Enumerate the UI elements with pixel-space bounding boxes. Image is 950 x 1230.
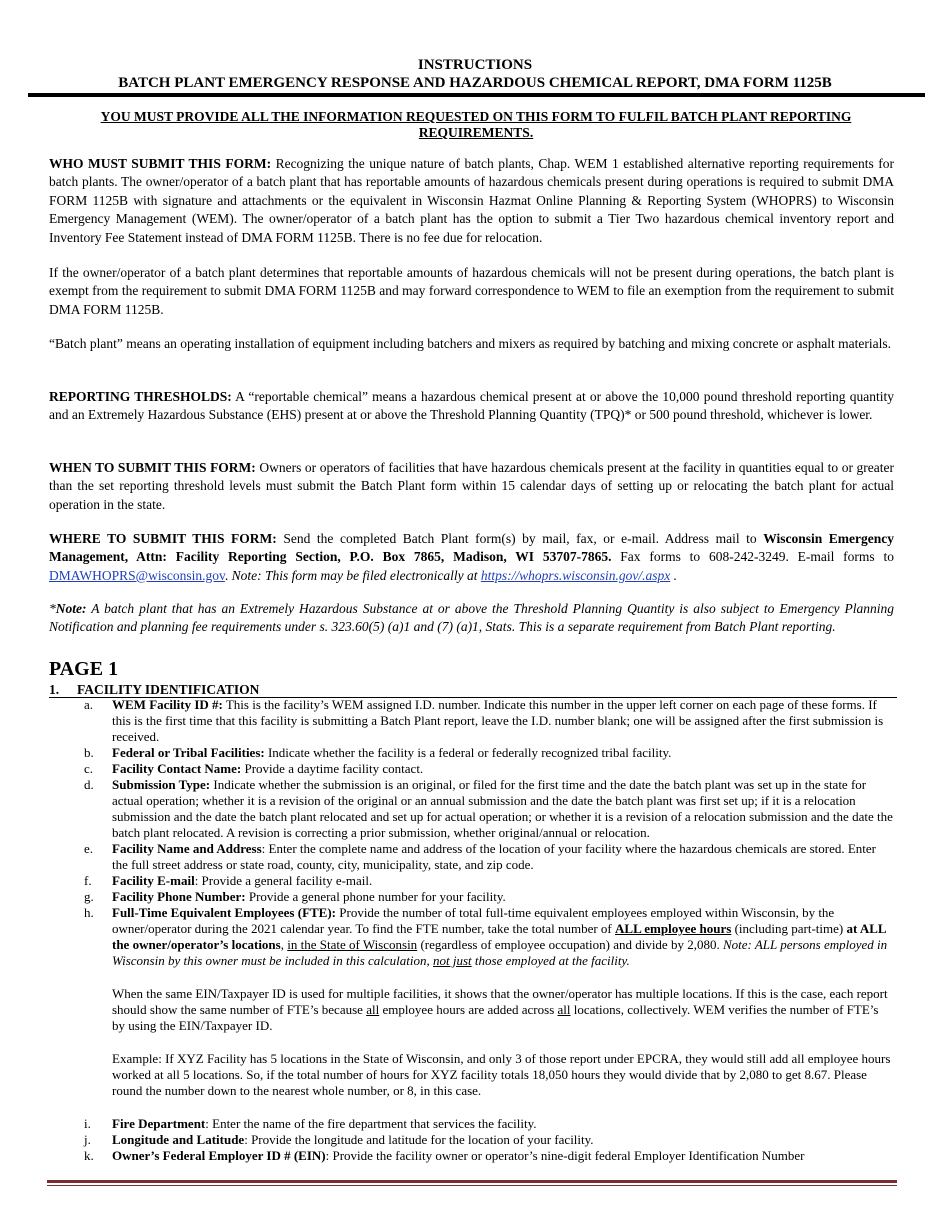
email-link[interactable]: DMAWHOPRS@wisconsin.gov [49, 567, 225, 583]
list-item: k. Owner’s Federal Employer ID # (EIN): Provide the facility owner or operator’s nine-digit federal Employer Identification Number [84, 1148, 805, 1163]
footnote-text: A batch plant that has an Extremely Hazardous Substance at or above the Threshold Planning Quantity is also subject to Emergency Planning Notification and planning fee requirements under s. 323.60(5) (a)1 and (7) (a)1, Stats. This is a separate requirement from Batch Plant reporting. [49, 601, 894, 635]
who-must-submit-text: Recognizing the unique nature of batch plants, Chap. WEM 1 established alternative reporting requirements for batch plants. The owner/operator of a batch plant that has reportable amounts of hazardous chemicals present during operations is required to submit DMA FORM 1125B with signature and attachments or the equivalent in Wisconsin Hazmat Online Planning & Reporting System (WHOPRS) to Wisconsin Emergency Management (WEM). The owner/operator of a batch plant has the option to submit a Tier Two hazardous chemical inventory report and Inventory Fee Statement instead of DMA FORM 1125B. There is no fee due for relocation. [49, 156, 894, 245]
list-item: i. Fire Department: Enter the name of the fire department that services the facility. [84, 1116, 537, 1131]
item-label: Facility Phone Number: [112, 889, 246, 904]
list-item: a. WEM Facility ID #: This is the facility’s WEM assigned I.D. number. Indicate this number in the upper left corner on each page of these forms. If this is the first time that this facility is submitting a Batch Plant report, leave the I.D. number blank; one will be assigned after the first submission is received. [84, 697, 884, 744]
requirement-notice: YOU MUST PROVIDE ALL THE INFORMATION REQUESTED ON THIS FORM TO FULFIL BATCH PLANT REPORTING REQUIREMENTS. [100, 109, 852, 140]
footnote-note-label: Note: [55, 601, 87, 616]
form-title: BATCH PLANT EMERGENCY RESPONSE AND HAZARDOUS CHEMICAL REPORT, DMA FORM 1125B [118, 75, 832, 91]
list-item: h. Full-Time Equivalent Employees (FTE): Provide the number of total full-time equivalent employees employed within Wisconsin, by the owner/operator during the 2021 calendar year. To find the FTE number, take the total number of ALL employee hours (including part-time) at ALL the owner/operator’s locations, in the State of Wisconsin (regardless of employee occupation) and divide by 2,080. Note: ALL persons employed in Wisconsin by this owner must be included in this calculation, not just those employed at the facility. When the same EIN/Taxpayer ID is used for multiple facilities, it shows that the owner/operator has multiple locations. If this is the case, each report should show the same number of FTE’s because all employee hours are added across all locations, collectively. WEM verifies the number of FTE’s by using the EIN/Taxpayer ID. Example: If XYZ Facility has 5 locations in the State of Wisconsin, and only 3 of those report under EPCRA, they would still add all employee hours worked at all 5 locations. So, if the total number of hours for XYZ facility totals 18,050 hours they would divide that by 2,080 to get 8.67. Please round the number down to the nearest whole number, or 8, in this case. [84, 905, 894, 1099]
where-to-submit-label: WHERE TO SUBMIT THIS FORM: [49, 531, 277, 546]
when-to-submit-text: Owners or operators of facilities that have hazardous chemicals present at the facility in quantities equal to or greater than the set reporting threshold levels must submit the Batch Plant form within 15 calendar days of setting up or relocating the batch plant for actual operation in the state. [49, 460, 894, 512]
reporting-thresholds-paragraph [49, 388, 894, 425]
reporting-thresholds-text: A “reportable chemical” means a hazardous chemical present at or above the 10,000 pound threshold reporting quantity and an Extremely Hazardous Substance (EHS) present at or above the Threshold Planning Quantity (TPQ)* or 500 pound threshold, whichever is lower. [49, 389, 894, 423]
list-item: g. Facility Phone Number: Provide a general phone number for your facility. [84, 889, 506, 904]
tpq-footnote: *Note: A batch plant that has an Extremely Hazardous Substance at or above the Threshold Planning Quantity is also subject to Emergency Planning Notification and planning fee requirements under s. 323.60(5) (a)1 and (7) (a)1, Stats. This is a separate requirement from Batch Plant reporting. [49, 601, 894, 635]
list-item: d. Submission Type: Indicate whether the submission is an original, or filed for the first time and the date the batch plant was set up in the state for actual operation; whether it is a revision of the original or an annual submission and the date the batch plant was first set up; if it is a relocation submission and the date the batch plant relocated and set up for actual operation; or whether it is a revision of a relocation submission and the date the batch plant relocated. A revision is correcting a prior submission, whether original/annual or relocation. [84, 777, 893, 840]
where-to-submit-paragraph: WHERE TO SUBMIT THIS FORM: Send the completed Batch Plant form(s) by mail, fax, or e-mail. Address mail to Wisconsin Emergency Management, Attn: Facility Reporting Section, P.O. Box 7865, Madison, WI 53707-7865. Fax forms to 608-242-3249. E-mail forms to DMAWHOPRS@wisconsin.gov. Note: This form may be filed electronically at https://whoprs.wisconsin.gov/.aspx . [49, 531, 895, 583]
footer-divider-thin [47, 1185, 897, 1186]
item-label: Fire Department [112, 1116, 206, 1131]
item-label: Facility Name and Address [112, 841, 262, 856]
list-item: c. Facility Contact Name: Provide a daytime facility contact. [84, 761, 424, 776]
batch-plant-definition: “Batch plant” means an operating installation of equipment including batchers and mixers as required by batching and mixing concrete or asphalt materials. [49, 336, 891, 351]
footer-divider [47, 1180, 897, 1183]
item-label: Full-Time Equivalent Employees (FTE): [112, 905, 337, 920]
section-number: 1. [49, 682, 60, 697]
who-must-submit-label: WHO MUST SUBMIT THIS FORM: [49, 156, 272, 171]
fte-example-paragraph: Example: If XYZ Facility has 5 locations in the State of Wisconsin, and only 3 of those report under EPCRA, they would still add all employee hours worked at all 5 locations. So, if the total number of hours for XYZ facility totals 18,050 hours they would divide that by 2,080 to get 8.67. Please round the number down to the nearest whole number, or 8, in this case. [112, 1051, 891, 1098]
page-title: INSTRUCTIONS [417, 57, 533, 73]
item-label: Longitude and Latitude [112, 1132, 245, 1147]
fax-text: Fax forms to 608-242-3249. E-mail forms to [611, 549, 894, 565]
mailing-address: Wisconsin Emergency Management, Attn: Facility Reporting Section, P.O. Box 7865, Madison, WI 53707-7865. [49, 531, 895, 565]
item-label: Federal or Tribal Facilities: [112, 745, 265, 760]
whoprs-link[interactable]: https://whoprs.wisconsin.gov/.aspx [480, 567, 671, 583]
section-facility-identification [49, 682, 259, 698]
header-divider [28, 93, 925, 97]
who-must-submit-paragraph [49, 155, 894, 247]
when-to-submit-label: WHEN TO SUBMIT THIS FORM: [49, 460, 256, 475]
when-to-submit-paragraph [49, 459, 894, 514]
item-label: Submission Type: [112, 777, 211, 792]
item-label: WEM Facility ID #: [112, 697, 223, 712]
item-label: Facility Contact Name: [112, 761, 242, 776]
page-1-heading: PAGE 1 [49, 658, 119, 680]
reporting-thresholds-label: REPORTING THRESHOLDS: [49, 389, 232, 404]
list-item: e. Facility Name and Address: Enter the complete name and address of the location of your facility where the hazardous chemicals are stored. Enter the full street address or state road, county, city, municipality, state, and zip code. [84, 841, 877, 872]
where-to-submit-text: Send the completed Batch Plant form(s) by mail, fax, or e-mail. Address mail to [276, 531, 764, 546]
list-item: j. Longitude and Latitude: Provide the longitude and latitude for the location of your facility. [84, 1132, 594, 1147]
instruction-list [84, 697, 894, 1164]
list-item: b. Federal or Tribal Facilities: Indicate whether the facility is a federal or federally recognized tribal facility. [84, 745, 672, 760]
list-item: f. Facility E-mail: Provide a general facility e-mail. [84, 873, 373, 888]
item-label: Facility E-mail [112, 873, 195, 888]
item-label: Owner’s Federal Employer ID # (EIN) [112, 1148, 326, 1163]
fte-ein-paragraph: When the same EIN/Taxpayer ID is used for multiple facilities, it shows that the owner/operator has multiple locations. If this is the case, each report should show the same number of FTE’s because all employee hours are added across all locations, collectively. WEM verifies the number of FTE’s by using the EIN/Taxpayer ID. [112, 986, 888, 1033]
section-title: FACILITY IDENTIFICATION [77, 682, 260, 697]
exemption-paragraph: If the owner/operator of a batch plant determines that reportable amounts of hazardous chemicals will not be present during operations, the batch plant is exempt from the requirement to submit DMA FORM 1125B and may forward correspondence to WEM to file an exemption from the requirement to submit DMA FORM 1125B. [49, 265, 894, 317]
electronic-filing-note: Note: This form may be filed electronically at [231, 567, 481, 583]
